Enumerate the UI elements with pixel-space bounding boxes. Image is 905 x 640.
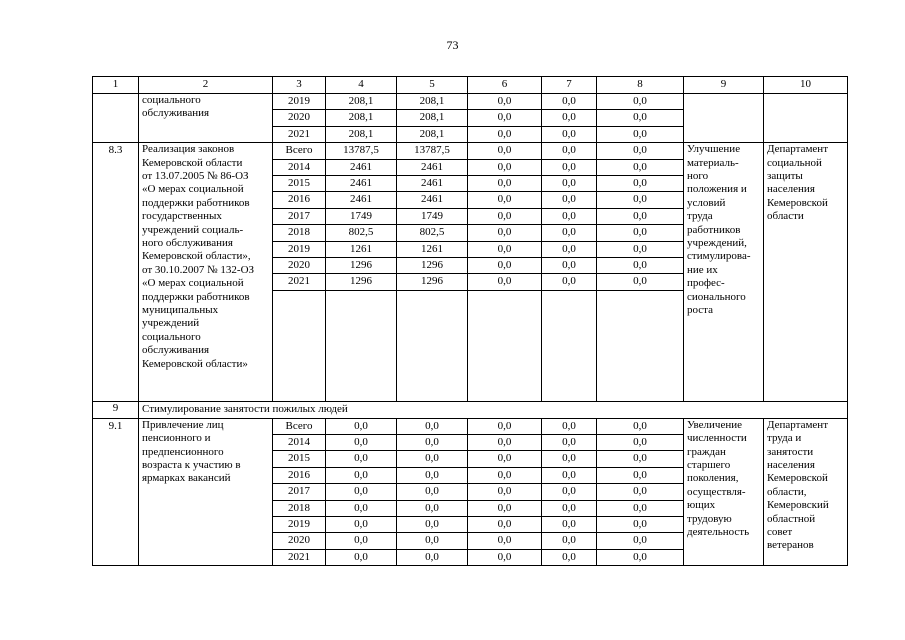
year-cell: 2019 — [273, 241, 326, 257]
other-sources-cell: 0,0 — [597, 274, 684, 290]
regional-budget-cell: 1296 — [397, 274, 468, 290]
year-cell: 2015 — [273, 175, 326, 191]
federal-budget-cell: 0,0 — [468, 418, 542, 434]
item-description-cell: Привлечение лиц пенсионного и предпенсионного возраста к участию в ярмарках вакансий — [139, 418, 273, 566]
total-value-cell: 0,0 — [326, 500, 397, 516]
local-budget-cell: 0,0 — [542, 241, 597, 257]
federal-budget-cell: 0,0 — [468, 175, 542, 191]
year-cell: 2016 — [273, 467, 326, 483]
federal-budget-cell: 0,0 — [468, 500, 542, 516]
local-budget-cell: 0,0 — [542, 467, 597, 483]
total-value-cell: 2461 — [326, 175, 397, 191]
other-sources-cell: 0,0 — [597, 500, 684, 516]
other-sources-cell: 0,0 — [597, 94, 684, 110]
year-cell: 2018 — [273, 225, 326, 241]
local-budget-cell: 0,0 — [542, 484, 597, 500]
regional-budget-cell: 0,0 — [397, 451, 468, 467]
table-row — [93, 94, 848, 110]
total-value-cell: 1296 — [326, 274, 397, 290]
regional-budget-cell: 13787,5 — [397, 143, 468, 159]
total-value-cell: 0,0 — [326, 451, 397, 467]
regional-budget-cell: 0,0 — [397, 517, 468, 533]
section-title-cell: Стимулирование занятости пожилых людей — [139, 401, 848, 418]
other-sources-cell: 0,0 — [597, 533, 684, 549]
other-sources-cell: 0,0 — [597, 225, 684, 241]
local-budget-cell: 0,0 — [542, 225, 597, 241]
year-cell: Всего — [273, 143, 326, 159]
total-value-cell: 208,1 — [326, 94, 397, 110]
total-value-cell: 208,1 — [326, 126, 397, 142]
federal-budget-cell: 0,0 — [468, 159, 542, 175]
executor-cell — [764, 94, 848, 143]
year-cell: 2016 — [273, 192, 326, 208]
federal-budget-cell: 0,0 — [468, 94, 542, 110]
item-number-cell: 8.3 — [93, 143, 139, 402]
year-cell: 2017 — [273, 484, 326, 500]
total-value-cell: 2461 — [326, 159, 397, 175]
item-description-cell: Реализация законов Кемеровской области от 13.07.2005 № 86-ОЗ «О мерах социальной поддержки работников государственных учреждений социаль- ного обслуживания Кемеровской области», от 30.10.2007 № 132-ОЗ «О мерах социальной поддержки работников муниципальных учреждений социального обслуживания Кемеровской области» — [139, 143, 273, 402]
local-budget-cell: 0,0 — [542, 175, 597, 191]
other-sources-cell: 0,0 — [597, 435, 684, 451]
year-cell: 2019 — [273, 94, 326, 110]
regional-budget-cell: 208,1 — [397, 94, 468, 110]
regional-budget-cell: 208,1 — [397, 126, 468, 142]
column-number-header: 8 — [597, 77, 684, 94]
other-sources-cell: 0,0 — [597, 484, 684, 500]
regional-budget-cell: 0,0 — [397, 435, 468, 451]
total-value-cell: 0,0 — [326, 549, 397, 565]
federal-budget-cell: 0,0 — [468, 467, 542, 483]
other-sources-cell: 0,0 — [597, 451, 684, 467]
regional-budget-cell: 0,0 — [397, 418, 468, 434]
regional-budget-cell: 0,0 — [397, 467, 468, 483]
local-budget-cell: 0,0 — [542, 94, 597, 110]
federal-budget-cell: 0,0 — [468, 549, 542, 565]
other-sources-cell: 0,0 — [597, 549, 684, 565]
federal-budget-cell: 0,0 — [468, 484, 542, 500]
total-value-cell: 0,0 — [326, 484, 397, 500]
local-budget-cell: 0,0 — [542, 500, 597, 516]
header-row — [93, 77, 848, 94]
column-number-header: 10 — [764, 77, 848, 94]
executor-cell: Департамент труда и занятости населения Кемеровской области, Кемеровский областной совет ветеранов — [764, 418, 848, 566]
year-cell: 2020 — [273, 533, 326, 549]
total-value-cell: 0,0 — [326, 467, 397, 483]
column-number-header: 2 — [139, 77, 273, 94]
year-cell: 2021 — [273, 274, 326, 290]
local-budget-cell: 0,0 — [542, 110, 597, 126]
year-cell: 2017 — [273, 208, 326, 224]
other-sources-cell: 0,0 — [597, 126, 684, 142]
column-number-header: 9 — [684, 77, 764, 94]
year-cell: Всего — [273, 418, 326, 434]
year-cell: 2020 — [273, 110, 326, 126]
other-sources-cell: 0,0 — [597, 143, 684, 159]
other-sources-cell: 0,0 — [597, 241, 684, 257]
total-value-cell: 0,0 — [326, 418, 397, 434]
federal-budget-cell: 0,0 — [468, 435, 542, 451]
empty-cell — [326, 290, 397, 401]
total-value-cell: 208,1 — [326, 110, 397, 126]
federal-budget-cell: 0,0 — [468, 241, 542, 257]
item-description-cell: социального обслуживания — [139, 94, 273, 143]
local-budget-cell: 0,0 — [542, 126, 597, 142]
year-cell: 2015 — [273, 451, 326, 467]
result-cell: Увеличение численности граждан старшего поколения, осуществля- ющих трудовую деятельность — [684, 418, 764, 566]
local-budget-cell: 0,0 — [542, 159, 597, 175]
total-value-cell: 0,0 — [326, 533, 397, 549]
federal-budget-cell: 0,0 — [468, 451, 542, 467]
result-cell: Улучшение материаль- ного положения и условий труда работников учреждений, стимулирова- ние их профес- сионального роста — [684, 143, 764, 402]
regional-budget-cell: 0,0 — [397, 484, 468, 500]
page-number: 73 — [446, 38, 459, 52]
empty-cell — [468, 290, 542, 401]
local-budget-cell: 0,0 — [542, 274, 597, 290]
other-sources-cell: 0,0 — [597, 257, 684, 273]
federal-budget-cell: 0,0 — [468, 192, 542, 208]
other-sources-cell: 0,0 — [597, 192, 684, 208]
column-number-header: 5 — [397, 77, 468, 94]
column-number-header: 6 — [468, 77, 542, 94]
total-value-cell: 0,0 — [326, 517, 397, 533]
other-sources-cell: 0,0 — [597, 175, 684, 191]
local-budget-cell: 0,0 — [542, 257, 597, 273]
empty-cell — [273, 290, 326, 401]
federal-budget-cell: 0,0 — [468, 143, 542, 159]
local-budget-cell: 0,0 — [542, 192, 597, 208]
result-cell — [684, 94, 764, 143]
local-budget-cell: 0,0 — [542, 549, 597, 565]
local-budget-cell: 0,0 — [542, 451, 597, 467]
column-number-header: 1 — [93, 77, 139, 94]
federal-budget-cell: 0,0 — [468, 533, 542, 549]
total-value-cell: 1261 — [326, 241, 397, 257]
year-cell: 2020 — [273, 257, 326, 273]
year-cell: 2019 — [273, 517, 326, 533]
regional-budget-cell: 1296 — [397, 257, 468, 273]
year-cell: 2021 — [273, 549, 326, 565]
federal-budget-cell: 0,0 — [468, 126, 542, 142]
local-budget-cell: 0,0 — [542, 517, 597, 533]
empty-cell — [542, 290, 597, 401]
program-table — [92, 76, 848, 566]
total-value-cell: 2461 — [326, 192, 397, 208]
column-number-header: 3 — [273, 77, 326, 94]
federal-budget-cell: 0,0 — [468, 274, 542, 290]
regional-budget-cell: 0,0 — [397, 500, 468, 516]
local-budget-cell: 0,0 — [542, 435, 597, 451]
federal-budget-cell: 0,0 — [468, 110, 542, 126]
executor-cell: Департамент социальной защиты населения Кемеровской области — [764, 143, 848, 402]
regional-budget-cell: 2461 — [397, 159, 468, 175]
other-sources-cell: 0,0 — [597, 418, 684, 434]
regional-budget-cell: 0,0 — [397, 533, 468, 549]
other-sources-cell: 0,0 — [597, 110, 684, 126]
item-number-cell — [93, 94, 139, 143]
local-budget-cell: 0,0 — [542, 208, 597, 224]
total-value-cell: 1749 — [326, 208, 397, 224]
regional-budget-cell: 1261 — [397, 241, 468, 257]
total-value-cell: 802,5 — [326, 225, 397, 241]
year-cell: 2018 — [273, 500, 326, 516]
year-cell: 2014 — [273, 159, 326, 175]
year-cell: 2021 — [273, 126, 326, 142]
column-number-header: 7 — [542, 77, 597, 94]
regional-budget-cell: 2461 — [397, 175, 468, 191]
regional-budget-cell: 2461 — [397, 192, 468, 208]
empty-cell — [397, 290, 468, 401]
empty-cell — [597, 290, 684, 401]
local-budget-cell: 0,0 — [542, 418, 597, 434]
regional-budget-cell: 0,0 — [397, 549, 468, 565]
federal-budget-cell: 0,0 — [468, 208, 542, 224]
regional-budget-cell: 802,5 — [397, 225, 468, 241]
section-row — [93, 401, 848, 418]
table-row — [93, 418, 848, 434]
federal-budget-cell: 0,0 — [468, 225, 542, 241]
other-sources-cell: 0,0 — [597, 159, 684, 175]
item-number-cell: 9.1 — [93, 418, 139, 566]
other-sources-cell: 0,0 — [597, 208, 684, 224]
table-row — [93, 143, 848, 159]
section-number-cell: 9 — [93, 401, 139, 418]
total-value-cell: 0,0 — [326, 435, 397, 451]
federal-budget-cell: 0,0 — [468, 517, 542, 533]
local-budget-cell: 0,0 — [542, 143, 597, 159]
column-number-header: 4 — [326, 77, 397, 94]
total-value-cell: 13787,5 — [326, 143, 397, 159]
local-budget-cell: 0,0 — [542, 533, 597, 549]
regional-budget-cell: 1749 — [397, 208, 468, 224]
regional-budget-cell: 208,1 — [397, 110, 468, 126]
other-sources-cell: 0,0 — [597, 517, 684, 533]
other-sources-cell: 0,0 — [597, 467, 684, 483]
total-value-cell: 1296 — [326, 257, 397, 273]
year-cell: 2014 — [273, 435, 326, 451]
federal-budget-cell: 0,0 — [468, 257, 542, 273]
